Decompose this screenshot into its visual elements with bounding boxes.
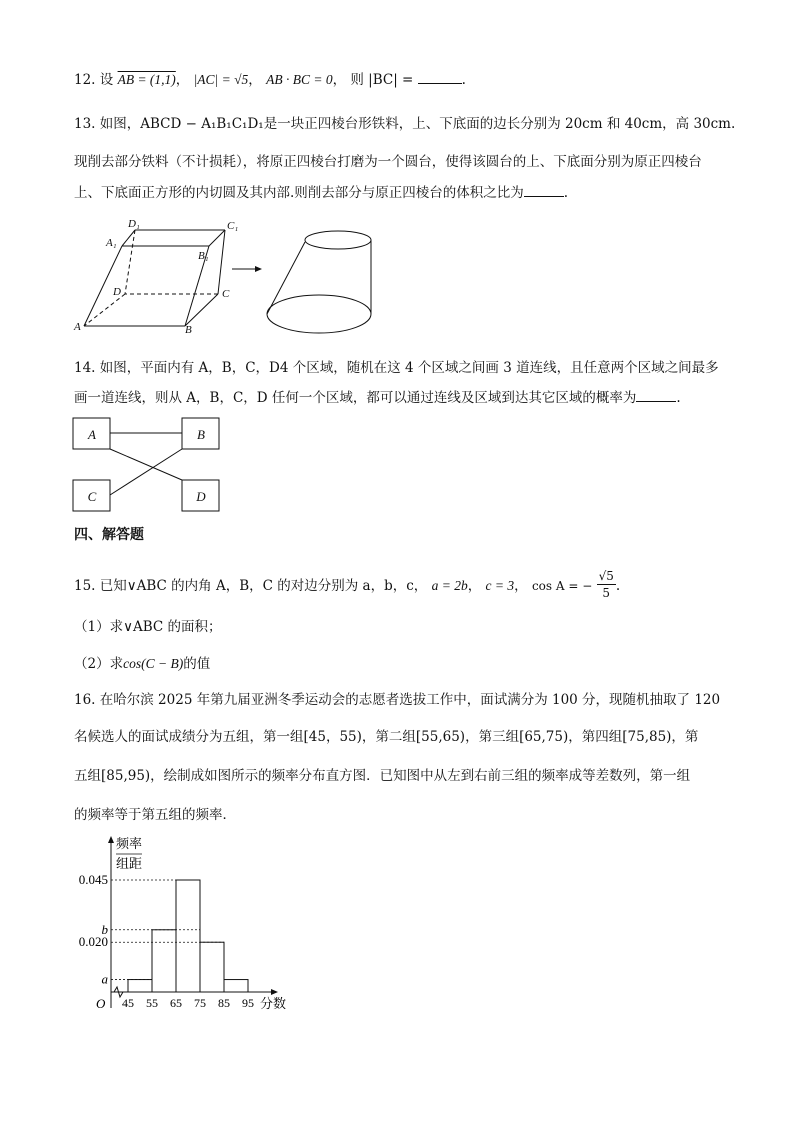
- y-label-bottom: 组距: [116, 856, 143, 871]
- histogram-bar: [224, 980, 248, 992]
- y-tick-label: 0.020: [78, 934, 108, 950]
- histogram-bar: [128, 980, 152, 992]
- vector-condition-2: |AC| = √5: [193, 72, 249, 87]
- x-label: 分数: [260, 996, 287, 1011]
- x-ticks-group: [122, 996, 254, 1010]
- x-axis-arrow-icon: [271, 989, 278, 995]
- x-tick-label: 85: [218, 996, 230, 1010]
- y-label-top: 频率: [116, 836, 143, 851]
- label-B: B: [185, 324, 192, 336]
- q14-line2: [74, 388, 681, 408]
- x-tick-label: 75: [194, 996, 206, 1010]
- section-title: 四、解答题: [74, 527, 144, 543]
- q12-ask: 则 |BC| =: [350, 72, 414, 88]
- q15-cond-a: a = 2b: [431, 578, 468, 593]
- y-axis-arrow-icon: [108, 836, 114, 843]
- q16-line3: 五组[85,95)，绘制成如图所示的频率分布直方图．已知图中从左到右前三组的频率成等差数列，第一组: [74, 768, 691, 784]
- answer-blank: [418, 70, 462, 84]
- q15-part2-lead: （2）求: [74, 656, 124, 672]
- q15-part2-tail: 的值: [183, 656, 211, 672]
- q13-line3: [74, 183, 568, 203]
- frequency-histogram: [70, 832, 310, 1016]
- region-label-d: D: [196, 489, 206, 504]
- q16-line4: 的频率等于第五组的频率．: [74, 807, 236, 823]
- arrow-icon: [255, 266, 262, 272]
- q15-part2: [74, 654, 210, 674]
- answer-blank: [636, 388, 676, 402]
- histogram-bar: [176, 880, 200, 992]
- q15-part1: （1）求∨ABC 的面积；: [74, 619, 222, 635]
- question-number: 12.: [74, 72, 96, 88]
- fraction-numerator: √5: [598, 569, 614, 583]
- q13-end: .: [563, 185, 569, 201]
- region-label-c: C: [87, 489, 97, 504]
- x-tick-label: 55: [146, 996, 158, 1010]
- frustum-figure: [70, 216, 390, 340]
- cone-frustum: [267, 231, 371, 333]
- x-tick-label: 45: [122, 996, 134, 1010]
- label-D1: D₁: [128, 218, 140, 230]
- y-tick-label: b: [101, 921, 108, 937]
- answer-blank: [524, 183, 564, 197]
- q12-end: .: [461, 72, 466, 88]
- connection-a-d: [110, 449, 182, 480]
- histogram-bar: [152, 930, 176, 992]
- label-D: D: [113, 286, 121, 298]
- fraction-denominator: 5: [602, 586, 611, 600]
- question-12: 12. 设 AB = (1,1)， |AC| = √5， AB · BC = 0， 则 |BC| = .: [74, 72, 466, 88]
- origin-label: O: [96, 996, 106, 1011]
- q15-cond-c: c = 3: [485, 578, 515, 593]
- x-tick-label: 65: [170, 996, 182, 1010]
- label-C: C: [222, 288, 230, 300]
- label-A: A: [74, 321, 81, 333]
- region-label-a: A: [88, 427, 96, 442]
- fraction: [597, 568, 616, 601]
- q14-line1: 14. 如图，平面内有 A，B，C，D4 个区域，随机在这 4 个区域之间画 3 道连线，且任意两个区域之间最多: [74, 360, 719, 376]
- q15-cond-cos: cos A = −: [531, 579, 593, 593]
- q15-text: 15. 已知∨ABC 的内角 A，B，C 的对边分别为 a，b，c，: [74, 578, 428, 594]
- bars-group: [128, 880, 248, 992]
- connection-b-c: [110, 449, 182, 495]
- q14-end: .: [676, 390, 681, 406]
- histogram-bar: [200, 942, 224, 992]
- vector-condition-1: AB = (1,1): [117, 72, 176, 87]
- q15-line1: 15. 已知∨ABC 的内角 A，B，C 的对边分别为 a，b，c， a = 2b， c = 3， cos A = − $\frac{√5}{5}$ .: [74, 569, 621, 600]
- q12-lead: 设: [99, 72, 114, 88]
- y-tick-label: 0.045: [78, 872, 108, 887]
- y-ticks-group: [79, 872, 224, 987]
- q16-line2: 名候选人的面试成绩分为五组，第一组[45，55)，第二组[55,65)，第三组[65,75)，第四组[75,85)，第: [74, 729, 699, 745]
- x-tick-label: 95: [242, 996, 254, 1010]
- q15-part2-expr: cos(C − B): [123, 656, 184, 671]
- regions-figure: [72, 417, 222, 513]
- q14-line2-text: 画一道连线，则从 A，B，C，D 任何一个区域，都可以通过连线及区域到达其它区域的概率为: [74, 390, 637, 406]
- label-B1: B₁: [198, 250, 209, 262]
- label-C1: C₁: [227, 220, 239, 232]
- vector-condition-3: AB · BC = 0: [266, 72, 333, 87]
- q13-line2: 现削去部分铁料（不计损耗），将原正四棱台打磨为一个圆台，使得该圆台的上、下底面分别为原正四棱台: [74, 154, 702, 170]
- region-label-b: B: [197, 427, 205, 442]
- q13-line3-text: 上、下底面正方形的内切圆及其内部.则削去部分与原正四棱台的体积之比为: [74, 185, 524, 201]
- y-tick-label: a: [101, 971, 108, 987]
- label-A1: A₁: [106, 237, 117, 249]
- q16-line1: 16. 在哈尔滨 2025 年第九届亚洲冬季运动会的志愿者选拔工作中，面试满分为 100 分，现随机抽取了 120: [74, 692, 721, 708]
- q13-line1: 13. 如图，ABCD − A₁B₁C₁D₁是一块正四棱台形铁料，上、下底面的边长分别为 20cm 和 40cm，高 30cm.: [74, 116, 736, 132]
